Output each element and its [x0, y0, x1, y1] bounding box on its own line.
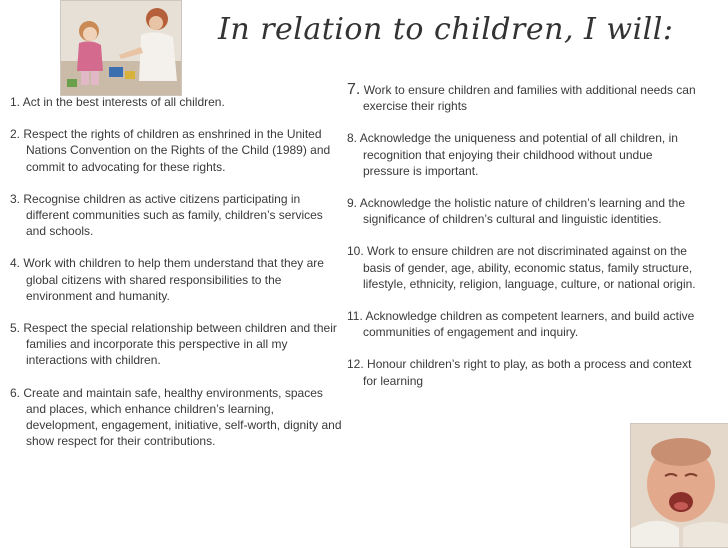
list-item [10, 191, 344, 240]
item-number: 2. [10, 127, 21, 142]
item-number: 12. [347, 357, 364, 372]
item-text: Honour children’s right to play, as both a process and context for learning [363, 357, 692, 388]
item-number: 4. [10, 256, 21, 271]
list-item [10, 126, 344, 175]
list-item [347, 82, 702, 114]
item-text: Respect the rights of children as enshrined in the United Nations Convention on the Rights of the Child (1989) and commit to advocating for these rights. [23, 127, 331, 174]
item-number: 10. [347, 244, 364, 259]
item-text: Respect the special relationship between children and their families and incorporate this perspective in all my interactions with children. [23, 321, 337, 368]
photo-adult-and-toddler-graphic [61, 1, 181, 95]
item-number: 5. [10, 321, 21, 336]
item-number: 8. [347, 131, 358, 146]
item-text: Acknowledge children as competent learners, and build active communities of engagement and inquiry. [363, 309, 695, 340]
item-number: 6. [10, 385, 21, 400]
list-item [10, 255, 344, 304]
list-item [347, 356, 702, 388]
list-item [347, 308, 702, 340]
item-text: Work to ensure children are not discriminated against on the basis of gender, age, ability, economic status, family structure, lifestyle, ethnicity, religion, language, culture, or national origin. [363, 244, 696, 291]
item-text: Acknowledge the holistic nature of children’s learning and the significance of children’s cultural and linguistic identities. [359, 196, 686, 227]
item-number: 9. [347, 196, 358, 211]
item-text: Recognise children as active citizens participating in different communities such as family, children’s services and schools. [23, 191, 323, 239]
item-text: Work with children to help them understand that they are global citizens with shared responsibilities to the environment and humanity. [23, 256, 324, 303]
item-text: Acknowledge the uniqueness and potential of all children, in recognition that enjoying their childhood without undue pressure is important. [359, 131, 678, 178]
photo-crying-baby-graphic [631, 424, 728, 547]
photo-crying-baby [630, 423, 728, 548]
item-text: Work to ensure children and families with additional needs can exercise their rights [363, 83, 696, 114]
photo-adult-and-toddler [60, 0, 182, 96]
list-item [347, 195, 702, 227]
list-item [10, 385, 344, 450]
left-principles-list [10, 94, 344, 449]
list-item [347, 243, 702, 292]
item-number: 3. [10, 191, 21, 206]
item-text: Act in the best interests of all children. [22, 95, 225, 109]
slide-title: In relation to children, I will: [218, 12, 674, 47]
right-principles-list [347, 82, 702, 389]
list-item [10, 320, 344, 369]
item-number: 11. [347, 309, 363, 324]
item-number: 7. [347, 81, 361, 98]
item-number: 1. [10, 95, 21, 109]
list-item [347, 130, 702, 179]
item-text: Create and maintain safe, healthy environments, spaces and places, which enhance children’s learning, development, engagement, initiative, self-worth, dignity and show respect for their contributions. [23, 385, 342, 449]
list-item [10, 94, 344, 110]
